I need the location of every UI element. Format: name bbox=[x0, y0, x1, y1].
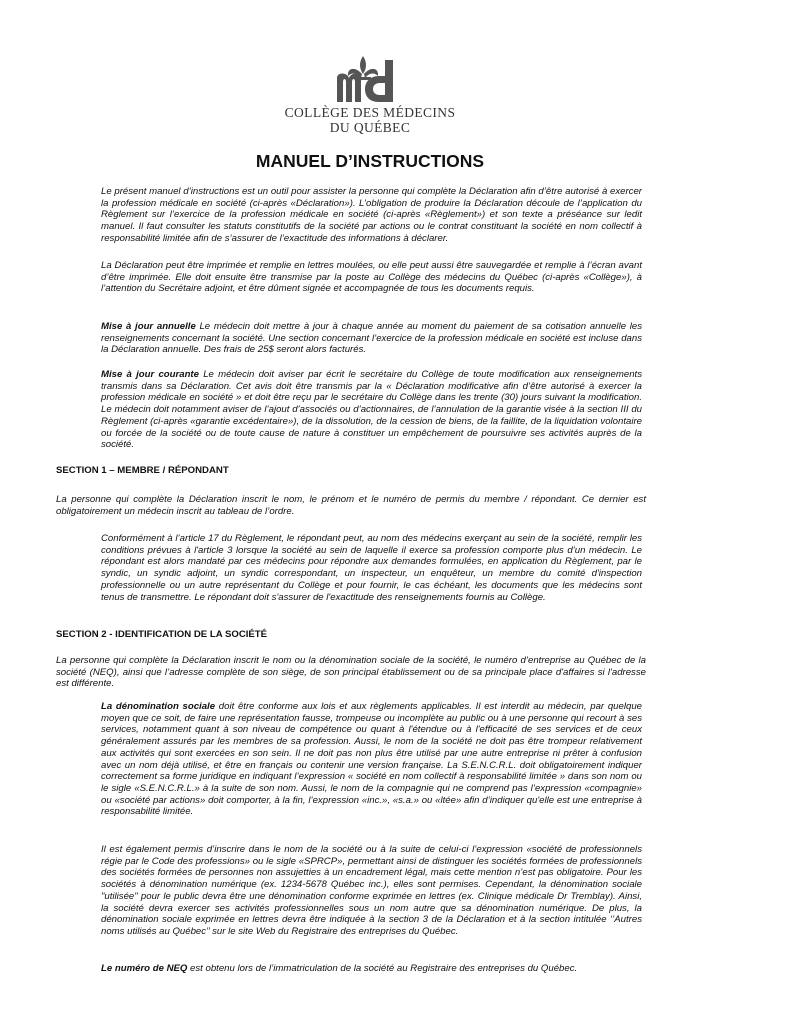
org-name-line2: DU QUÉBEC bbox=[329, 120, 411, 135]
intro-paragraph: Le présent manuel d’instructions est un outil pour assister la personne qui complète la Déclaration afin d’être autorisé à exercer la profession médicale en société (ci-après «Déclaration»). L’obligation de produire la Déclaration découle de l’application du Règlement sur l’exercice de la profession médicale en société (ci-après «Règlement») et son texte a préséance sur ledit manuel. Il faut consulter les statuts constitutifs de la société par actions ou le contrat constituant la société en nom collectif à responsabilité limitée afin de s’assurer de l’exactitude des informations à déclarer. bbox=[101, 186, 642, 244]
intro-paragraph: La Déclaration peut être imprimée et remplie en lettres moulées, ou elle peut aussi être sauvegardée et remplie à l’écran avant d’être imprimée. Elle doit ensuite être transmise par la poste au Collège des médecins du Québec (ci-après «Collège»), à l’attention du Secrétaire adjoint, et être dûment signée et accompagnée de tous les documents requis. bbox=[101, 260, 642, 295]
page-title: MANUEL D’INSTRUCTIONS bbox=[255, 151, 485, 171]
org-name-line1: COLLÈGE DES MÉDECINS bbox=[284, 105, 456, 120]
college-logo-icon bbox=[335, 52, 415, 104]
annual-update-paragraph bbox=[101, 321, 642, 356]
section1-heading: SECTION 1 – MEMBRE / RÉPONDANT bbox=[56, 465, 229, 476]
current-update-paragraph bbox=[101, 369, 642, 451]
current-update-label: Mise à jour courante bbox=[101, 369, 199, 380]
current-update-text: Le médecin doit aviser par écrit le secrétaire du Collège de toute modification aux renseignements transmis dans sa Déclaration. Cet avis doit être transmis par la « Déclaration modificative afin d’être autorisé à exercer la profession médicale en société » et doit être reçu par le secrétaire du Collège dans les trente (30) jours suivant la modification. Le médecin doit notamment aviser de l’ajout d’associés ou d’actionnaires, de l’annulation de la garantie visée à la section III du Règlement (ci-après «garantie excédentaire»), de la dissolution, de la cession de biens, de la faillite, de la liquidation volontaire ou forcée de la société ou de toute cause de nature à constituer un empêchement de poursuivre ses activités auprès de la société. bbox=[101, 369, 642, 451]
annual-update-text: Le médecin doit mettre à jour à chaque année au moment du paiement de sa cotisation annuelle les renseignements concernant la société. Une section concernant l’exercice de la profession médicale en société est incluse dans la Déclaration annuelle. Des frais de 25$ seront alors facturés. bbox=[101, 321, 642, 356]
section1-paragraph: La personne qui complète la Déclaration inscrit le nom, le prénom et le numéro de permis du membre / répondant. Ce dernier est obligatoirement un médecin inscrit au tableau de l’ordre. bbox=[56, 494, 646, 517]
neq-paragraph bbox=[101, 963, 642, 975]
company-name-paragraph bbox=[101, 701, 642, 818]
section2-heading: SECTION 2 - IDENTIFICATION DE LA SOCIÉTÉ bbox=[56, 629, 268, 640]
section2-paragraph: Il est également permis d’inscrire dans le nom de la société ou à la suite de celui-ci l’expression «société de professionnels régie par le Code des professions» ou le sigle «SPRCP», permettant ainsi de distinguer les sociétés formées de professionnels des sociétés formées de personnes non assujetties à un encadrement légal, mais cette mention n’est pas obligatoire. Pour les sociétés à dénomination numérique (ex. 1234-5678 Québec inc.), elles sont permises. Cependant, la dénomination sociale "utilisée" pour le public devra être une dénomination conforme exprimée en lettres (ex. Clinique médicale Dr Tremblay). Ainsi, la société devra exercer ses activités professionnelles sous un nom autre que sa dénomination numérique. De plus, la dénomination sociale exprimée en lettres devra être indiquée à la section 3 de la Déclaration et à la section intitulée ‘’Autres noms utilisés au Québec’’ sur le site Web du Registraire des entreprises du Québec. bbox=[101, 844, 642, 937]
neq-text: est obtenu lors de l’immatriculation de la société au Registraire des entreprises du Québec. bbox=[187, 963, 578, 974]
company-name-label: La dénomination sociale bbox=[101, 701, 216, 712]
section2-paragraph: La personne qui complète la Déclaration inscrit le nom ou la dénomination sociale de la société, le numéro d’entreprise au Québec de la société (NEQ), ainsi que l’adresse complète de son siège, de son principal établissement ou de sa principale place d'affaires si l'adresse est différente. bbox=[56, 655, 646, 690]
annual-update-label: Mise à jour annuelle bbox=[101, 321, 196, 332]
neq-label: Le numéro de NEQ bbox=[101, 963, 188, 974]
company-name-text: doit être conforme aux lois et aux règlements applicables. Il est interdit au médecin, par quelque moyen que ce soit, de faire une représentation fausse, trompeuse ou incomplète au public ou à une personne qui recourt à ses services, notamment quant à son niveau de compétence ou quant à l'étendue ou à l'efficacité de ses services et de ceux généralement assurés par les membres de sa profession. Aussi, le nom de la société ne doit pas être trompeur relativement aux activités qui sont exercées en son sein. Il ne doit pas non plus être utilisé par une autre entreprise ni prêter à confusion avec un nom déjà utilisé, et être en français ou contenir une version française. La S.E.N.C.R.L. doit obligatoirement indiquer correctement sa forme juridique en indiquant l’expression « société en nom collectif à responsabilité limitée » dans son nom ou le sigle «S.E.N.C.R.L.» à la suite de son nom. Aussi, le nom de la compagnie qui ne comprend pas l’expression «compagnie» ou «société par actions» doit comporter, à la fin, l’expression «inc.», «s.a.» ou «ltée» afin d’indiquer qu'elle est une entreprise à responsabilité limitée. bbox=[101, 701, 642, 818]
section1-paragraph: Conformément à l’article 17 du Règlement, le répondant peut, au nom des médecins exerçant au sein de la société, remplir les conditions prévues à l'article 3 lorsque la société au sein de laquelle il exerce sa profession comporte plus d’un médecin. Le répondant est alors mandaté par ces médecins pour répondre aux demandes formulées, en application du Règlement, par le syndic, un syndic adjoint, un syndic correspondant, un inspecteur, un enquêteur, un membre du comité d'inspection professionnelle ou un autre représentant du Collège et pour fournir, le cas échéant, les documents que les médecins sont tenus de transmettre. Le répondant doit s'assurer de l'exactitude des renseignements fournis au Collège. bbox=[101, 533, 642, 603]
